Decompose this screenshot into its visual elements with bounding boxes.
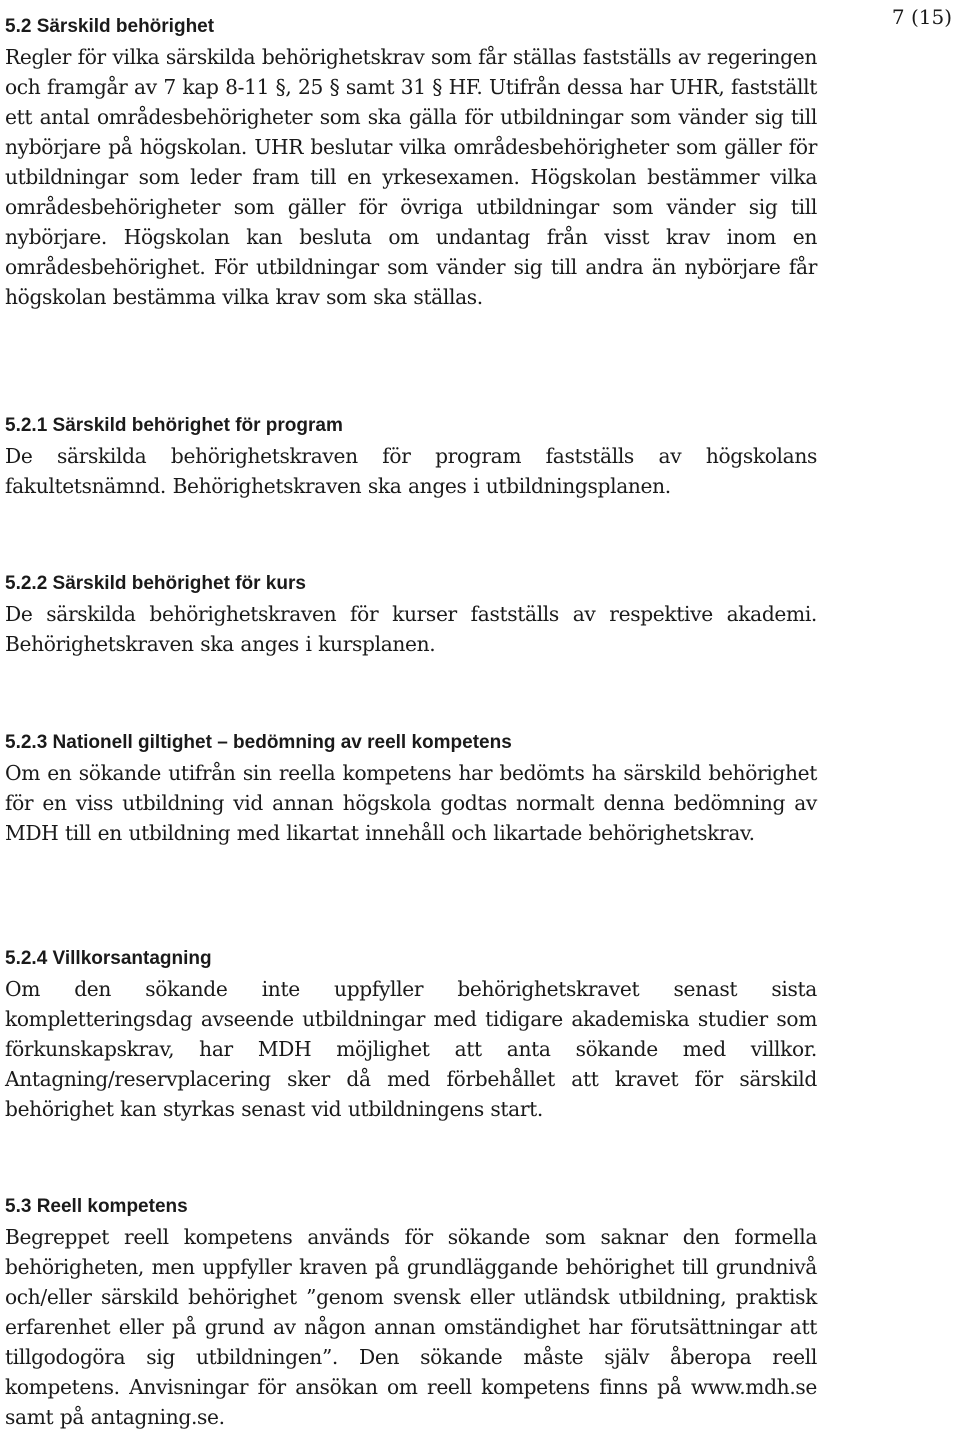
section-5-2-2 xyxy=(5,571,817,659)
section-body: De särskilda behörighetskraven för kurser fastställs av respektive akademi. Behörighetskraven ska anges i kursplanen. xyxy=(5,602,817,656)
section-heading: 5.3 Reell kompetens xyxy=(5,1196,188,1217)
section-body: De särskilda behörighetskraven för program fastställs av högskolans fakultetsnämnd. Behörighetskraven ska anges i utbildningsplanen. xyxy=(5,444,817,498)
section-heading: 5.2.4 Villkorsantagning xyxy=(5,948,212,969)
section-heading: 5.2 Särskild behörighet xyxy=(5,16,215,37)
section-5-2-3 xyxy=(5,730,817,848)
page-number: 7 (15) xyxy=(891,5,952,29)
section-5-3 xyxy=(5,1194,817,1432)
section-heading: 5.2.3 Nationell giltighet – bedömning av reell kompetens xyxy=(5,732,512,753)
section-body: Om den sökande inte uppfyller behörighetskravet senast sista kompletteringsdag avseende utbildningar med tidigare akademiska studier som förkunskapskrav, har MDH möjlighet att anta sökande med villkor. Antagning/reservplacering sker då med förbehållet att kravet för särskild behörighet kan styrkas senast vid utbildningens start. xyxy=(5,977,817,1121)
section-heading: 5.2.2 Särskild behörighet för kurs xyxy=(5,573,306,594)
section-body: Regler för vilka särskilda behörighetskrav som får ställas fastställs av regeringen och framgår av 7 kap 8-11 §, 25 § samt 31 § HF. Utifrån dessa har UHR, fastställt ett antal områdesbehörigheter som ska gälla för utbildningar som vänder sig till nybörjare på högskolan. UHR beslutar vilka områdesbehörigheter som gäller för utbildningar som leder fram till en yrkesexamen. Högskolan bestämmer vilka områdesbehörigheter som gäller för övriga utbildningar som vänder sig till nybörjare. Högskolan kan besluta om undantag från visst krav inom en områdesbehörighet. För utbildningar som vänder sig till andra än nybörjare får högskolan bestämma vilka krav som ska ställas. xyxy=(5,45,817,309)
section-body: Begreppet reell kompetens används för sökande som saknar den formella behörigheten, men uppfyller kraven på grundläggande behörighet till grundnivå och/eller särskild behörighet ”genom svensk eller utländsk utbildning, praktisk erfarenhet eller på grund av någon annan omständighet har förutsättningar att tillgodogöra sig utbildningen”. Den sökande måste själv åberopa reell kompetens. Anvisningar för ansökan om reell kompetens finns på www.mdh.se samt på antagning.se. xyxy=(5,1225,817,1429)
section-5-2-4 xyxy=(5,946,817,1124)
section-body: Om en sökande utifrån sin reella kompetens har bedömts ha särskild behörighet för en viss utbildning vid annan högskola godtas normalt denna bedömning av MDH till en utbildning med likartat innehåll och likartade behörighetskrav. xyxy=(5,761,817,845)
section-5-2-1 xyxy=(5,413,817,501)
section-heading: 5.2.1 Särskild behörighet för program xyxy=(5,415,343,436)
section-5-2 xyxy=(5,14,817,312)
